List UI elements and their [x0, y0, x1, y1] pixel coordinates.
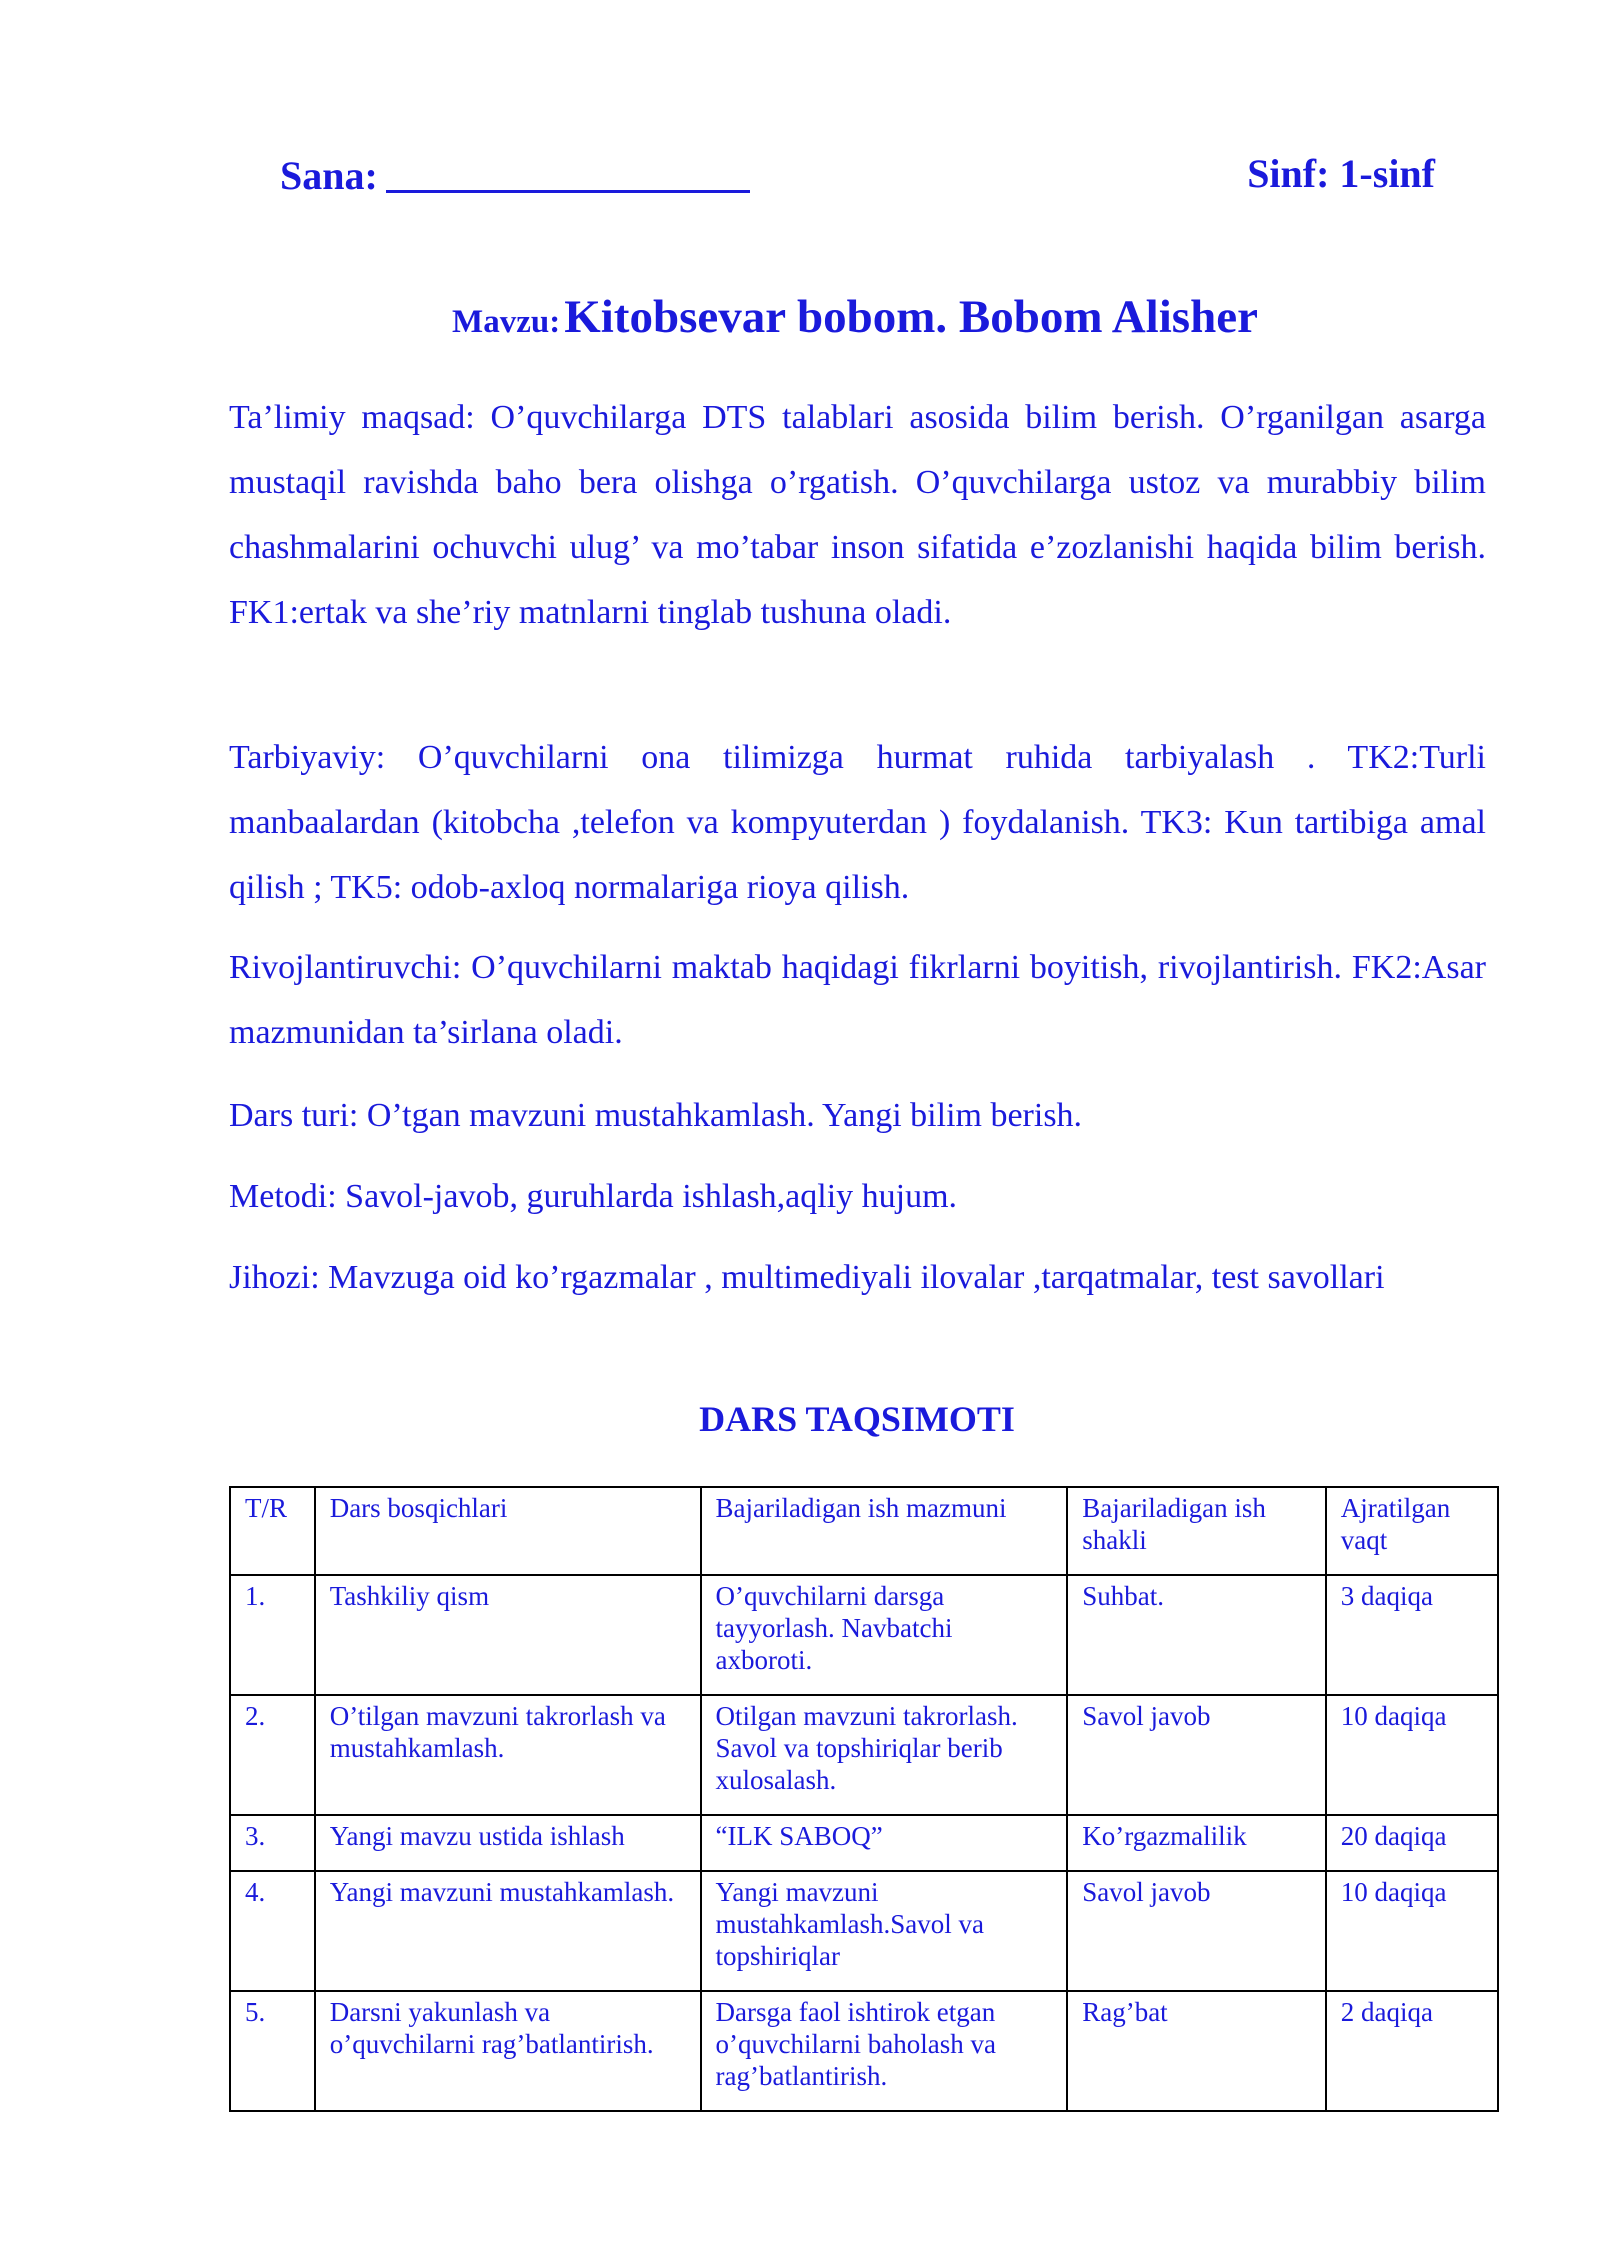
table-row [230, 1815, 1498, 1871]
paragraph-text: Ta’limiy maqsad: O’quvchilarga DTS talablari asosida bilim berish. O’rganilgan asarga mustaqil ravishda baho bera olishga o’rgatish. O’quvchilarga ustoz va murabbiy bilim chashmalarini ochuvchi ulug’ va mo’tabar inson sifatida e’zozlanishi haqida bilim berish. FK1:ertak va she’riy matnlarni tinglab tushuna oladi. [229, 399, 1486, 631]
table-cell: O’quvchilarni darsga tayyorlash. Navbatchi axboroti. [701, 1575, 1068, 1695]
table-cell: Ko’rgazmalilik [1067, 1815, 1326, 1871]
table-cell: 2 daqiqa [1326, 1991, 1498, 2111]
table-cell: Otilgan mavzuni takrorlash. Savol va topshiriqlar berib xulosalash. [701, 1695, 1068, 1815]
table-cell: 5. [230, 1991, 315, 2111]
table-row [230, 1991, 1498, 2111]
table-cell: Darsga faol ishtirok etgan o’quvchilarni baholash va rag’batlantirish. [701, 1991, 1068, 2111]
table-cell: O’tilgan mavzuni takrorlash va mustahkamlash. [315, 1695, 701, 1815]
table-cell: Savol javob [1067, 1871, 1326, 1991]
table-cell: Darsni yakunlash va o’quvchilarni rag’batlantirish. [315, 1991, 701, 2111]
paragraph-text: Jihozi: Mavzuga oid ko’rgazmalar , multimediyali ilovalar ,tarqatmalar, test savollari [229, 1259, 1385, 1296]
table-cell: Yangi mavzu ustida ishlash [315, 1815, 701, 1871]
paragraph-text: Tarbiyaviy: O’quvchilarni ona tilimizga hurmat ruhida tarbiyalash . TK2:Turli manbaalardan (kitobcha ,telefon va kompyuterdan ) foydalanish. TK3: Kun tartibiga amal qilish ; TK5: odob-axloq normalariga rioya qilish. [229, 739, 1486, 906]
paragraph-method [229, 1164, 1486, 1229]
paragraph-text: Rivojlantiruvchi: O’quvchilarni maktab haqidagi fikrlarni boyitish, rivojlantirish. FK2:Asar mazmunidan ta’sirlana oladi. [229, 949, 1486, 1051]
date-blank-line [386, 150, 750, 193]
date-field [280, 150, 750, 199]
class-label: Sinf: 1-sinf [1247, 151, 1435, 196]
table-cell: 2. [230, 1695, 315, 1815]
table-cell: Tashkiliy qism [315, 1575, 701, 1695]
table-cell: 20 daqiqa [1326, 1815, 1498, 1871]
lesson-plan-table [229, 1486, 1499, 2112]
table-cell: Yangi mavzuni mustahkamlash. [315, 1871, 701, 1991]
header-row [280, 150, 1435, 210]
table-row [230, 1695, 1498, 1815]
table-row [230, 1871, 1498, 1991]
table-cell: Rag’bat [1067, 1991, 1326, 2111]
topic-heading [0, 290, 1600, 344]
table-cell: “ILK SABOQ” [701, 1815, 1068, 1871]
lesson-plan-title: DARS TAQSIMOTI [699, 1399, 1015, 1439]
paragraph-developmental-goal [229, 935, 1486, 1065]
header-cell: Ajratilgan vaqt [1326, 1487, 1498, 1575]
table-cell: Yangi mavzuni mustahkamlash.Savol va topshiriqlar [701, 1871, 1068, 1991]
topic-label: Mavzu: [452, 304, 561, 340]
date-label: Sana: [280, 153, 378, 198]
paragraph-educational-goal [229, 385, 1486, 645]
paragraph-equipment [229, 1245, 1486, 1310]
header-cell: Bajariladigan ish shakli [1067, 1487, 1326, 1575]
paragraph-text: Metodi: Savol-javob, guruhlarda ishlash,aqliy hujum. [229, 1178, 958, 1215]
table-cell: 4. [230, 1871, 315, 1991]
table-cell: Suhbat. [1067, 1575, 1326, 1695]
header-cell: T/R [230, 1487, 315, 1575]
table-cell: 3 daqiqa [1326, 1575, 1498, 1695]
table-cell: 3. [230, 1815, 315, 1871]
table-cell: 10 daqiqa [1326, 1695, 1498, 1815]
table-header-row [230, 1487, 1498, 1575]
table-cell: Savol javob [1067, 1695, 1326, 1815]
paragraph-text: Dars turi: O’tgan mavzuni mustahkamlash. Yangi bilim berish. [229, 1097, 1083, 1134]
paragraph-upbringing-goal [229, 725, 1486, 920]
table-row [230, 1575, 1498, 1695]
header-cell: Dars bosqichlari [315, 1487, 701, 1575]
topic-title: Kitobsevar bobom. Bobom Alisher [564, 291, 1258, 343]
header-cell: Bajariladigan ish mazmuni [701, 1487, 1068, 1575]
table-cell: 10 daqiqa [1326, 1871, 1498, 1991]
paragraph-lesson-type [229, 1083, 1486, 1148]
table-cell: 1. [230, 1575, 315, 1695]
